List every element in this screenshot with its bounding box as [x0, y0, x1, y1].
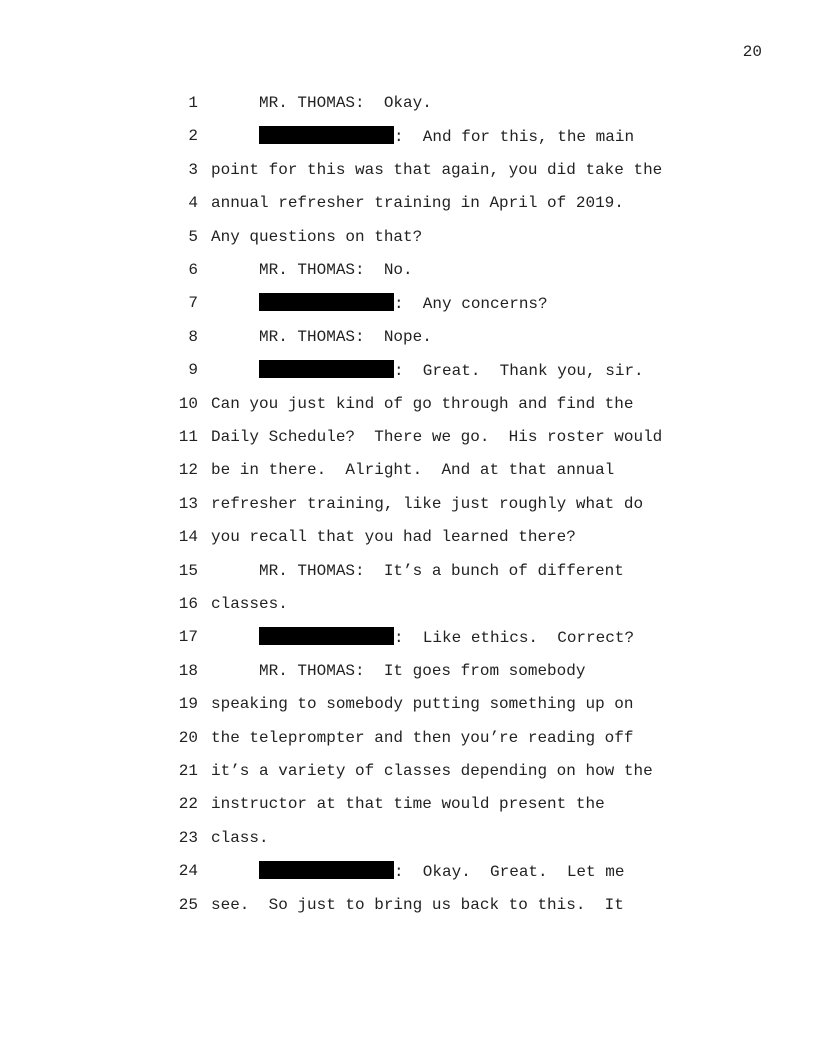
line-number: 19 — [178, 695, 198, 713]
line-number: 17 — [178, 628, 198, 646]
redacted-speaker-name — [259, 360, 394, 378]
transcript-line — [0, 160, 816, 180]
line-number: 24 — [178, 862, 198, 880]
line-content: MR. THOMAS: It’s a bunch of different — [259, 562, 624, 580]
transcript-line — [0, 594, 816, 614]
line-text — [259, 126, 634, 147]
line-text — [211, 160, 662, 180]
line-number: 3 — [188, 161, 198, 179]
line-text — [211, 394, 633, 414]
line-text — [211, 527, 576, 547]
line-number: 15 — [178, 562, 198, 580]
line-content: class. — [211, 829, 269, 847]
line-text — [259, 661, 585, 681]
line-text — [259, 293, 548, 314]
line-number: 22 — [178, 795, 198, 813]
redacted-speaker-name — [259, 861, 394, 879]
line-number: 7 — [188, 294, 198, 312]
line-number: 2 — [188, 127, 198, 145]
transcript-line — [0, 728, 816, 748]
line-text — [211, 761, 653, 781]
transcript-line — [0, 427, 816, 447]
transcript-line — [0, 527, 816, 547]
transcript-line — [0, 761, 816, 781]
transcript-line — [0, 360, 816, 380]
line-content: speaking to somebody putting something up on — [211, 695, 634, 713]
line-content: : Okay. Great. Let me — [394, 863, 625, 881]
line-text — [259, 561, 624, 581]
line-content: Any questions on that? — [211, 228, 423, 246]
line-content: annual refresher training in April of 2019. — [211, 194, 624, 212]
redacted-speaker-name — [259, 293, 394, 311]
transcript-line — [0, 126, 816, 146]
transcript-line — [0, 828, 816, 848]
transcript-line — [0, 494, 816, 514]
transcript-line — [0, 895, 816, 915]
line-content: classes. — [211, 595, 288, 613]
line-content: Daily Schedule? There we go. His roster would — [211, 428, 663, 446]
page-number: 20 — [742, 43, 762, 61]
transcript-line — [0, 794, 816, 814]
line-content: : Great. Thank you, sir. — [394, 362, 644, 380]
line-text — [259, 627, 634, 648]
line-text — [211, 460, 614, 480]
line-number: 5 — [188, 228, 198, 246]
line-text — [259, 93, 432, 113]
line-content: refresher training, like just roughly what do — [211, 495, 644, 513]
line-number: 9 — [188, 361, 198, 379]
line-number: 25 — [178, 896, 198, 914]
transcript-line — [0, 327, 816, 347]
line-number: 10 — [178, 395, 198, 413]
line-text — [211, 794, 605, 814]
transcript-line — [0, 561, 816, 581]
transcript-line — [0, 694, 816, 714]
line-content: MR. THOMAS: No. — [259, 261, 413, 279]
line-text — [211, 427, 662, 447]
line-text — [211, 193, 624, 213]
line-number: 14 — [178, 528, 198, 546]
transcript-line — [0, 227, 816, 247]
line-text — [259, 360, 644, 381]
line-content: : Like ethics. Correct? — [394, 629, 635, 647]
line-number: 20 — [178, 729, 198, 747]
line-text — [211, 728, 633, 748]
line-content: MR. THOMAS: Nope. — [259, 328, 432, 346]
line-number: 6 — [188, 261, 198, 279]
line-number: 21 — [178, 762, 198, 780]
line-text — [211, 594, 288, 614]
line-number: 18 — [178, 662, 198, 680]
transcript-line — [0, 193, 816, 213]
line-text — [211, 227, 422, 247]
line-content: MR. THOMAS: Okay. — [259, 94, 432, 112]
transcript-line — [0, 293, 816, 313]
line-content: the teleprompter and then you’re reading off — [211, 729, 634, 747]
line-text — [211, 828, 269, 848]
line-number: 11 — [178, 428, 198, 446]
transcript-line — [0, 394, 816, 414]
line-number: 4 — [188, 194, 198, 212]
line-content: : Any concerns? — [394, 295, 548, 313]
line-text — [259, 260, 413, 280]
redacted-speaker-name — [259, 627, 394, 645]
line-text — [211, 694, 633, 714]
line-content: MR. THOMAS: It goes from somebody — [259, 662, 586, 680]
transcript-line — [0, 661, 816, 681]
line-number: 23 — [178, 829, 198, 847]
transcript-line — [0, 627, 816, 647]
transcript-line — [0, 93, 816, 113]
transcript-line — [0, 260, 816, 280]
line-text — [259, 861, 624, 882]
line-content: Can you just kind of go through and find the — [211, 395, 634, 413]
transcript-line — [0, 460, 816, 480]
line-text — [211, 895, 624, 915]
line-text — [259, 327, 432, 347]
line-content: it’s a variety of classes depending on how the — [211, 762, 653, 780]
line-number: 12 — [178, 461, 198, 479]
line-content: you recall that you had learned there? — [211, 528, 576, 546]
line-number: 1 — [188, 94, 198, 112]
redacted-speaker-name — [259, 126, 394, 144]
line-content: be in there. Alright. And at that annual — [211, 461, 615, 479]
transcript-line — [0, 861, 816, 881]
line-content: instructor at that time would present the — [211, 795, 605, 813]
line-text — [211, 494, 643, 514]
line-content: point for this was that again, you did take the — [211, 161, 663, 179]
line-number: 16 — [178, 595, 198, 613]
line-content: see. So just to bring us back to this. It — [211, 896, 624, 914]
line-content: : And for this, the main — [394, 128, 635, 146]
line-number: 8 — [188, 328, 198, 346]
line-number: 13 — [178, 495, 198, 513]
